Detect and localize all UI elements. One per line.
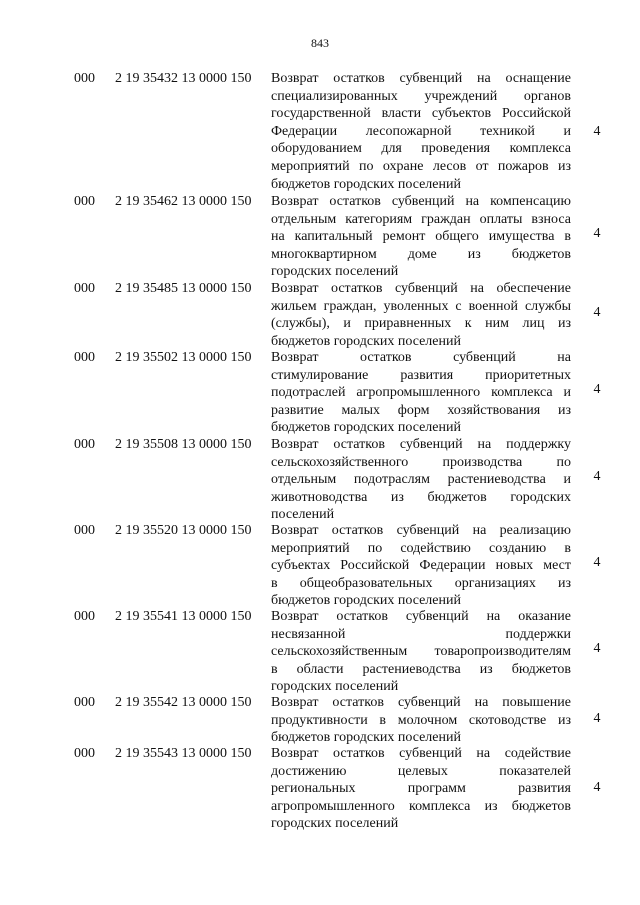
description-line: Возврат остатков субвенций на [271, 350, 571, 365]
row-description [271, 608, 571, 696]
description-line: бюджетов городских поселений [271, 420, 461, 436]
amount-value: 4 [593, 124, 601, 139]
description-line: бюджетов городских поселений [271, 176, 461, 192]
description-line: государственной власти субъектов Российской [271, 106, 571, 122]
description-line: отдельным подотраслям растениеводства и [271, 472, 571, 488]
description-line: поселений [271, 507, 335, 523]
description-line: стимулирование развития приоритетных [271, 367, 571, 383]
description-line: городских поселений [271, 679, 399, 695]
amount-value: 4 [593, 226, 601, 241]
page-number: 843 [311, 36, 329, 50]
amount-value: 4 [593, 382, 601, 397]
description-line: отдельным категориям граждан оплаты взноса [271, 211, 571, 227]
budget-code: 2 19 35543 13 0000 150 [115, 746, 252, 761]
description-line: Возврат остатков субвенций на повышение [271, 695, 571, 710]
admin-code: 000 [74, 281, 95, 296]
admin-code: 000 [74, 437, 95, 452]
budget-code: 2 19 35485 13 0000 150 [115, 281, 252, 296]
description-line: Возврат остатков субвенций на оказание [271, 609, 571, 624]
amount-value: 4 [593, 469, 601, 484]
description-line: подотраслей агропромышленного комплекса и [271, 385, 571, 401]
row-description [271, 694, 571, 747]
budget-code: 2 19 35432 13 0000 150 [115, 71, 252, 86]
description-line: Федерации лесопожарной техникой и [271, 123, 571, 139]
description-line: мероприятий по содействию созданию в [271, 540, 571, 556]
description-line: региональных программ развития [271, 781, 571, 797]
amount-value: 4 [593, 641, 601, 656]
row-description [271, 745, 571, 833]
description-line: сельскохозяйственным товаропроизводителям [271, 644, 571, 660]
description-line: несвязанной поддержки [271, 626, 571, 642]
amount-value: 4 [593, 555, 601, 570]
amount-value: 4 [593, 305, 601, 320]
description-line: Возврат остатков субвенций на реализацию [271, 523, 571, 538]
description-line: Возврат остатков субвенций на содействие [271, 746, 571, 761]
admin-code: 000 [74, 194, 95, 209]
description-line: городских поселений [271, 264, 399, 280]
row-description [271, 349, 571, 437]
budget-code: 2 19 35508 13 0000 150 [115, 437, 252, 452]
row-description [271, 193, 571, 281]
amount-value: 4 [593, 780, 601, 795]
amount-value: 4 [593, 711, 601, 726]
description-line: оборудованием для проведения комплекса [271, 141, 571, 157]
description-line: субъектах Российской Федерации новых мест [271, 558, 571, 574]
description-line: мероприятий по охране лесов от пожаров из [271, 158, 571, 174]
description-line: бюджетов городских поселений [271, 593, 461, 609]
row-description [271, 280, 571, 350]
row-description [271, 70, 571, 193]
description-line: городских поселений [271, 816, 399, 832]
budget-code: 2 19 35502 13 0000 150 [115, 350, 252, 365]
description-line: Возврат остатков субвенций на оснащение [271, 71, 571, 86]
row-description [271, 436, 571, 524]
admin-code: 000 [74, 71, 95, 86]
admin-code: 000 [74, 350, 95, 365]
description-line: животноводства из бюджетов городских [271, 489, 571, 505]
description-line: развитие малых форм хозяйствования из [271, 402, 571, 418]
row-description [271, 522, 571, 610]
budget-code: 2 19 35462 13 0000 150 [115, 194, 252, 209]
description-line: бюджетов городских поселений [271, 333, 461, 349]
description-line: бюджетов городских поселений [271, 730, 461, 746]
admin-code: 000 [74, 746, 95, 761]
description-line: на капитальный ремонт общего имущества в [271, 229, 571, 245]
description-line: продуктивности в молочном скотоводстве из [271, 712, 571, 728]
description-line: достижению целевых показателей [271, 763, 571, 779]
description-line: жильем граждан, уволенных с военной службы [271, 298, 571, 314]
description-line: (службы), и приравненных к ним лиц из [271, 316, 571, 332]
description-line: агропромышленного комплекса из бюджетов [271, 798, 571, 814]
admin-code: 000 [74, 609, 95, 624]
description-line: специализированных учреждений органов [271, 88, 571, 104]
budget-code: 2 19 35520 13 0000 150 [115, 523, 252, 538]
admin-code: 000 [74, 695, 95, 710]
description-line: Возврат остатков субвенций на обеспечение [271, 281, 571, 296]
description-line: Возврат остатков субвенций на поддержку [271, 437, 571, 452]
description-line: в области растениеводства из бюджетов [271, 661, 571, 677]
admin-code: 000 [74, 523, 95, 538]
budget-code: 2 19 35542 13 0000 150 [115, 695, 252, 710]
description-line: в общеобразовательных организациях из [271, 575, 571, 591]
description-line: многоквартирном доме из бюджетов [271, 246, 571, 262]
description-line: сельскохозяйственного производства по [271, 454, 571, 470]
budget-code: 2 19 35541 13 0000 150 [115, 609, 252, 624]
description-line: Возврат остатков субвенций на компенсацию [271, 194, 571, 209]
